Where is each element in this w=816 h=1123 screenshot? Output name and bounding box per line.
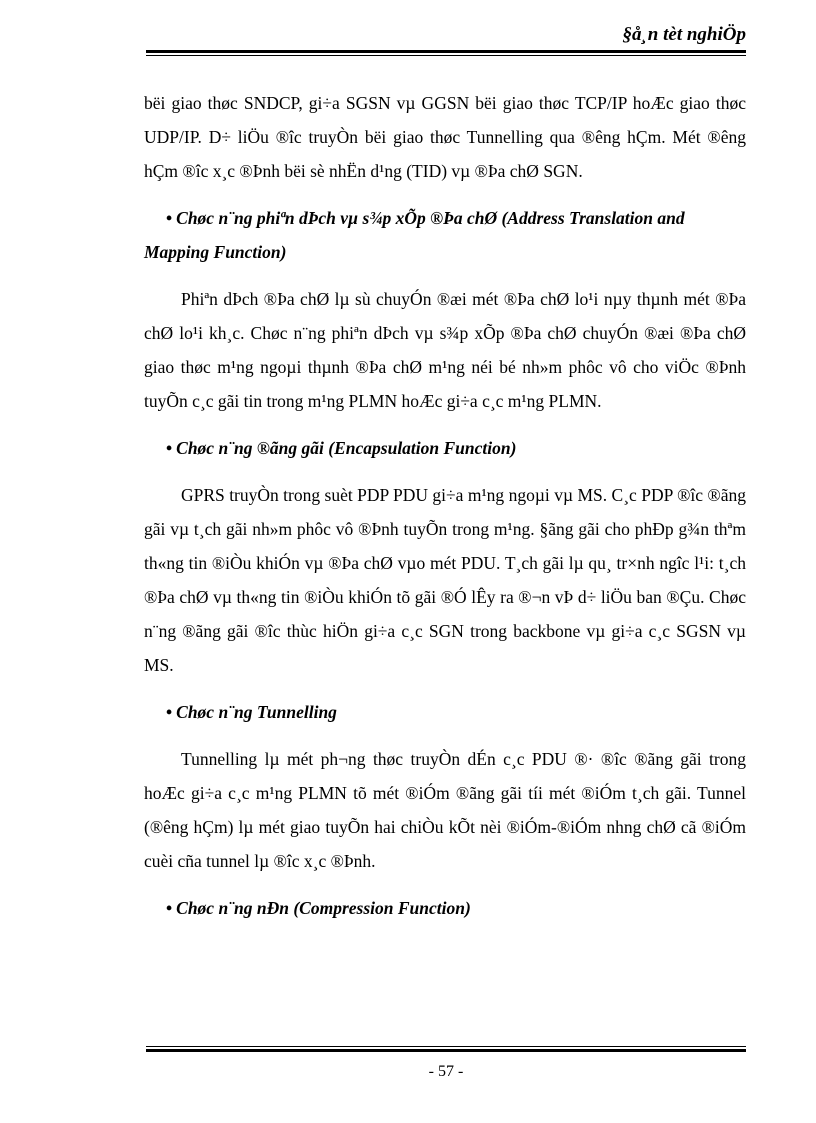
document-body: [144, 86, 746, 938]
bullet-icon: •: [166, 208, 173, 228]
paragraph-address-translation: Phiªn dÞch ®Þa chØ lµ sù chuyÓn ®æi mét ®Þa chØ lo¹i nµy thµnh mét ®Þa chØ lo¹i kh¸c. Chøc n¨ng phiªn dÞch vµ s¾p xÕp ®Þa chØ chuyÓn ®æi ®Þa chØ giao thøc m¹ng ngoµi thµnh ®Þa chØ m¹ng néi bé nh»m phôc vô cho viÖc ®Þnh tuyÕn c¸c gãi tin trong m¹ng PLMN hoÆc gi÷a c¸c m¹ng PLMN.: [144, 289, 746, 411]
paragraph-encapsulation: GPRS truyÒn trong suèt PDP PDU gi÷a m¹ng ngoµi vµ MS. C¸c PDP ®îc ®ãng gãi vµ t¸ch gãi nh»m phôc vô ®Þnh tuyÕn trong m¹ng. §ãng gãi cho phÐp g¾n thªm th«ng tin ®iÒu khiÓn vµ ®Þa chØ vµo mét PDU. T¸ch gãi lµ qu¸ tr×nh ngîc l¹i: t¸ch ®Þa chØ vµ th«ng tin ®iÒu khiÓn tõ gãi ®Ó lÊy ra ®¬n vÞ d÷ liÖu ban ®Çu. Chøc n¨ng ®ãng gãi ®îc thùc hiÖn gi÷a c¸c SGN trong backbone vµ gi÷a c¸c SGSN vµ MS.: [144, 485, 746, 675]
heading-text: Chøc n¨ng phiªn dÞch vµ s¾p xÕp ®Þa chØ (Address Translation and Mapping Function): [144, 208, 685, 262]
paragraph-sndcp-tunnelling: bëi giao thøc SNDCP, gi÷a SGSN vµ GGSN bëi giao thøc TCP/IP hoÆc giao thøc UDP/IP. D÷ liÖu ®îc truyÒn bëi giao thøc Tunnelling qua ®êng hÇm. Mét ®êng hÇm ®îc x¸c ®Þnh bëi sè nhËn d¹ng (TID) vµ ®Þa chØ SGN.: [144, 93, 746, 181]
bullet-icon: •: [166, 438, 173, 458]
paragraph-tunnelling: Tunnelling lµ mét ph¬ng thøc truyÒn dÉn c¸c PDU ®· ®îc ®ãng gãi trong hoÆc gi÷a c¸c m¹ng PLMN tõ mét ®iÓm ®ãng gãi tíi mét ®iÓm t¸ch gãi. Tunnel (®êng hÇm) lµ mét giao tuyÕn hai chiÒu kÕt nèi ®iÓm-®iÓm nhng chØ cã ®iÓm cuèi cña tunnel lµ ®îc x¸c ®Þnh.: [144, 749, 746, 871]
header-rule-thick: [146, 50, 746, 53]
bullet-icon: •: [166, 702, 173, 722]
section-heading-tunnelling: [144, 695, 746, 729]
page-header-title: §å¸n tèt nghiÖp: [622, 24, 746, 45]
heading-text: Chøc n¨ng ®ãng gãi (Encapsulation Function): [176, 438, 517, 458]
heading-text: Chøc n¨ng Tunnelling: [176, 702, 337, 722]
section-heading-address-translation: [144, 201, 746, 269]
bullet-icon: •: [166, 898, 173, 918]
heading-text: Chøc n¨ng nÐn (Compression Function): [176, 898, 471, 918]
page-number: - 57 -: [428, 1063, 464, 1080]
header-rule-thin: [146, 55, 746, 56]
footer-rule-thin: [146, 1046, 746, 1047]
section-heading-compression: [144, 891, 746, 925]
section-heading-encapsulation: [144, 431, 746, 465]
footer-rule-thick: [146, 1049, 746, 1052]
